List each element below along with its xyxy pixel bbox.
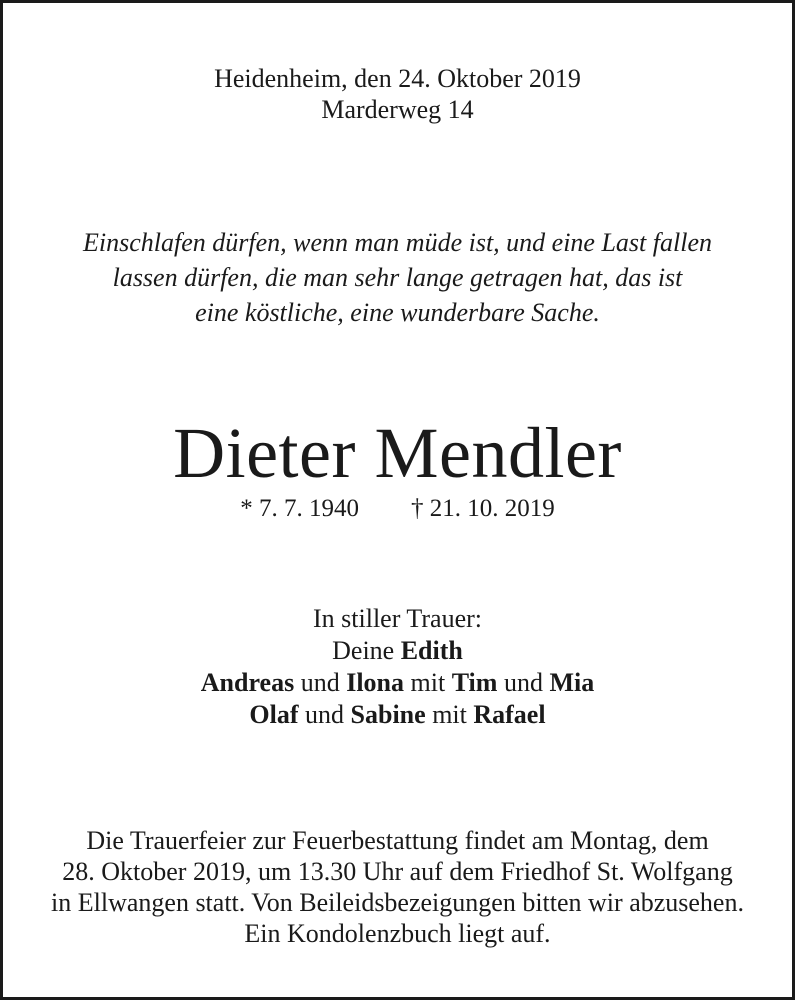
mourner-name: Andreas — [200, 668, 295, 697]
mourner-line — [3, 699, 792, 731]
deceased-name: Dieter Mendler — [173, 413, 622, 493]
funeral-info-line: 28. Oktober 2019, um 13.30 Uhr auf dem Friedhof St. Wolfgang — [62, 857, 733, 886]
address: Marderweg 14 — [321, 95, 474, 124]
birth-date: * 7. 7. 1940 — [240, 495, 359, 522]
connector-text: und — [294, 668, 347, 697]
mourner-line — [3, 635, 792, 667]
mourners-intro: In stiller Trauer: — [313, 604, 482, 633]
funeral-info-line: Die Trauerfeier zur Feuerbestattung findet am Montag, dem — [86, 826, 709, 855]
header-block — [3, 63, 792, 125]
connector-text: Deine — [332, 636, 401, 665]
mourner-name: Mia — [549, 668, 595, 697]
mourner-name: Olaf — [249, 700, 299, 729]
quote-line: Einschlafen dürfen, wenn man müde ist, und eine Last fallen — [83, 228, 712, 257]
mourner-name: Tim — [451, 668, 498, 697]
connector-text: mit — [425, 700, 474, 729]
mourner-name: Rafael — [473, 700, 546, 729]
funeral-info-line: Ein Kondolenzbuch liegt auf. — [244, 919, 551, 948]
mourner-name: Ilona — [346, 668, 405, 697]
mourner-line — [3, 667, 792, 699]
death-date: † 21. 10. 2019 — [411, 495, 555, 522]
place-date: Heidenheim, den 24. Oktober 2019 — [214, 64, 581, 93]
life-dates — [3, 493, 792, 525]
funeral-info — [3, 825, 792, 949]
mourner-name: Sabine — [350, 700, 426, 729]
connector-text: und — [497, 668, 550, 697]
funeral-info-line: in Ellwangen statt. Von Beileidsbezeigungen bitten wir abzusehen. — [51, 888, 744, 917]
connector-text: mit — [404, 668, 452, 697]
mourner-name: Edith — [400, 636, 463, 665]
quote-line: lassen dürfen, die man sehr lange getragen hat, das ist — [112, 263, 683, 292]
quote-line: eine köstliche, eine wunderbare Sache. — [195, 298, 600, 327]
mourners-block — [3, 603, 792, 731]
quote-block — [3, 225, 792, 330]
connector-text: und — [298, 700, 351, 729]
